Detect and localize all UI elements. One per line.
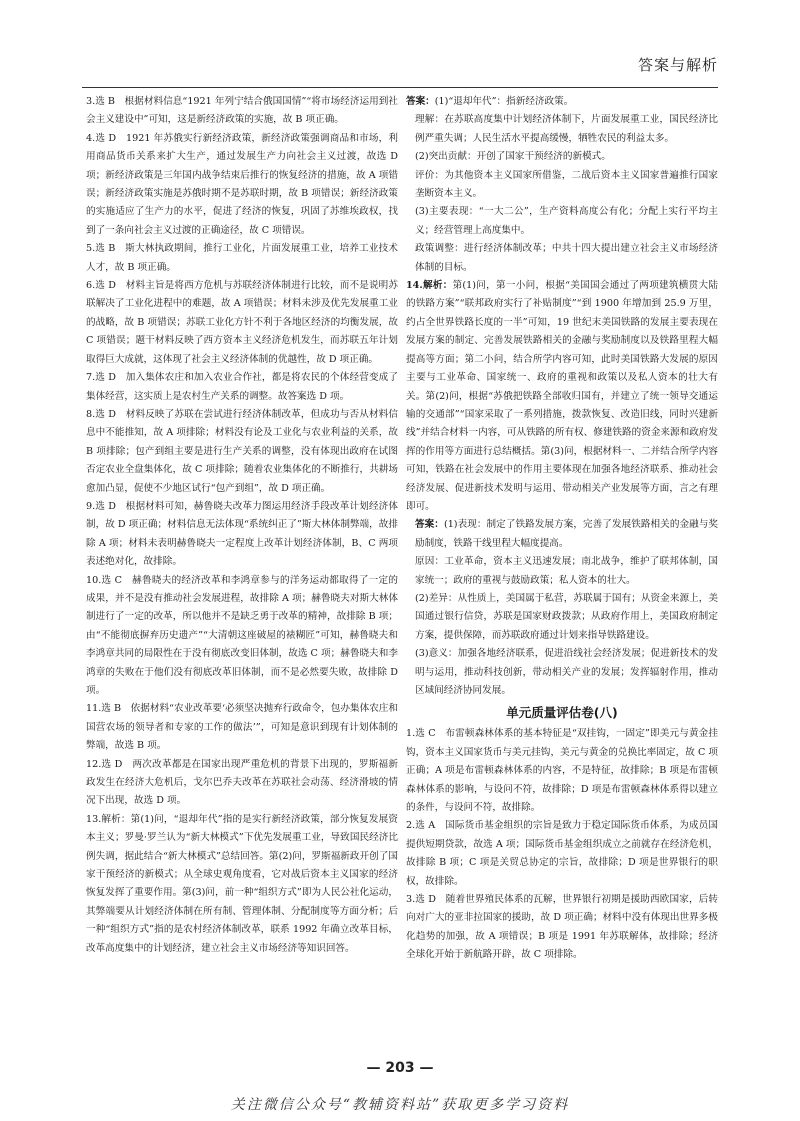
- answer-item: 1.选 C 布雷顿森林体系的基本特征是“双挂钩，一固定”即美元与黄金挂钩，资本主义国家货币与美元挂钩，美元与黄金的兑换比率固定，故 C 项正确；A 项是布雷顿森林体系的内容，不是特征，故排除；B 项是布雷顿森林体系的影响，与设问不符，故排除；D 项是布雷顿森林体系得以建立的条件，与设问不符，故排除。: [406, 728, 718, 814]
- answer-item: 8.选 D 材料反映了苏联在尝试进行经济体制改革，但成功与否从材料信息中不能推知，故 A 项排除；材料没有论及工业化与农业利益的关系，故 B 项排除；包产到组主要是进行生产关系的调整，没有体现出政府在试图否定农业全盘集体化，故 C 项排除；随着农业集体化的不断推行，共耕场愈加凸显，促使不少地区试行“包产到组”，故 D 项正确。: [86, 408, 398, 494]
- answer-sub: 原因：工业革命，资本主义迅速发展；南北战争，维护了联邦体制，国家统一；政府的重视与鼓励政策；私人资本的壮大。: [415, 556, 718, 586]
- answer-item: 7.选 D 加入集体农庄和加入农业合作社，都是将农民的个体经营变成了集体经营，这实质上是农村生产关系的调整。故答案选 D 项。: [86, 372, 398, 402]
- answer-item: 3.选 D 随着世界殖民体系的瓦解，世界银行初期是援助西欧国家，后转向对广大的亚非拉国家的援助，故 D 项正确；材料中没有体现出世界多极化趋势的加强，故 A 项错误；B 项是 1991 年苏联解体，故排除；经济全球化开始于新航路开辟，故 C 项排除。: [406, 894, 718, 961]
- answer-label: 答案：: [415, 519, 444, 531]
- answer-item: 13.解析：第(1)问，“退却年代”指的是实行新经济政策，部分恢复发展资本主义；罗曼·罗兰认为“新大林模式”下优先发展重工业，导致国民经济比例失调，据此结合“新大林模式”总结回答。第(2)问，罗斯福新政开创了国家干预经济的新模式；从全球史观角度看，它对战后资本主义国家的经济恢复发挥了重要作用。第(3)问，前一种“组织方式”即为人民公社化运动，其弊端要从计划经济体制在所有制、管理体制、分配制度等方面分析；后一种“组织方式”指的是农村经济体制改革，联系 1992 年确立改革目标，改革高度集中的计划经济，建立社会主义市场经济等知识回答。: [86, 813, 398, 954]
- analysis-label: 14.解析：: [406, 280, 453, 292]
- analysis-block: [406, 277, 718, 516]
- answer-label: 答案：: [406, 96, 435, 107]
- answer-item: 11.选 B 依据材料“农业改革要‘必须坚决抛弃行政命令，包办集体农庄和国营农场的领导者和专家的工作的做法’”，可知是意识到现有计划体制的弊端，故选 B 项。: [86, 703, 398, 752]
- answer-item: 10.选 C 赫鲁晓夫的经济改革和李鸿章参与的洋务运动都取得了一定的成果，并不是没有推动社会发展进程，故排除 A 项；赫鲁晓夫对斯大林体制进行了一定的改革，所以他并不是缺乏勇于改革的精神，故排除 B 项；由“不能彻底摒弃历史遗产”“大清朝这座破屋的裱糊匠”可知，赫鲁晓夫和李鸿章共同的局限性在于没有彻底改变旧体制，故选 C 项；赫鲁晓夫和李鸿章的失败在于他们没有彻底改革旧体制，而不是必然要失败，故排除 D 项。: [86, 574, 398, 696]
- page-header: [82, 46, 718, 88]
- answer-text: (1)表现：制定了铁路发展方案，完善了发展铁路相关的金融与奖励制度，铁路干线里程大幅度提高。: [415, 519, 719, 549]
- answer-sub: 评价：为其他资本主义国家所借鉴，二战后资本主义国家普遍推行国家垄断资本主义。: [415, 169, 718, 200]
- page-number: — 203 —: [366, 1060, 434, 1076]
- answer-text: (1)“退却年代”：指新经济政策。: [434, 96, 574, 107]
- left-column: [86, 93, 398, 958]
- header-title: 答案与解析: [637, 56, 718, 74]
- answer-block: [406, 516, 718, 553]
- answer-sub: 理解：在苏联高度集中计划经济体制下，片面发展重工业，国民经济比例严重失调；人民生活水平提高缓慢，牺牲农民的利益太多。: [415, 114, 718, 144]
- answer-sub: (3)主要表现：“一大二公”，生产资料高度公有化；分配上实行平均主义；经营管理上高度集中。: [415, 206, 718, 236]
- answer-sub: (3)意义：加强各地经济联系，促进沿线社会经济发展；促进新技术的发明与运用，推动科技创新，带动相关产业的发展；发挥辐射作用，推动区域间经济协同发展。: [415, 648, 718, 696]
- answer-item: 3.选 B 根据材料信息“1921 年列宁结合俄国国情”“将市场经济运用到社会主义建设中”可知，这是新经济政策的实施，故 B 项正确。: [86, 96, 398, 126]
- answer-item: 9.选 D 根据材料可知，赫鲁晓夫改革力图运用经济手段改革计划经济体制，故 D 项正确；材料信息无法体现“系统纠正了”斯大林体制弊端，故排除 A 项；材料未表明赫鲁晓夫一定程度上改革计划经济体制，B、C 两项表述绝对化，故排除。: [86, 500, 398, 568]
- answer-item: 12.选 D 两次改革都是在国家出现严重危机的背景下出现的，罗斯福新政发生在经济大危机后，戈尔巴乔夫改革在苏联社会动荡、经济滑坡的情况下出现，故选 D 项。: [86, 758, 398, 807]
- answer-item: 2.选 A 国际货币基金组织的宗旨是致力于稳定国际货币体系，为成员国提供短期贷款，故选 A 项；国际货币基金组织成立之前就存在经济危机，故排除 B 项；C 项是关贸总协定的宗旨，故排除；D 项是世界银行的职权，故排除。: [406, 820, 718, 887]
- answer-item: 6.选 D 材料主旨是将西方危机与苏联经济体制进行比较，而不是说明苏联解决了工业化进程中的难题，故 A 项错误；材料未涉及优先发展重工业的战略，故 B 项错误；苏联工业化方针不利于各地区经济的均衡发展，故 C 项错误；题干材料反映了西方资本主义经济危机发生，而苏联五年计划取得巨大成就，这体现了社会主义经济体制的优越性，故 D 项正确。: [86, 280, 398, 365]
- answer-block: [406, 93, 718, 111]
- right-column: [406, 93, 718, 965]
- answer-sub: (2)突出贡献：开创了国家干预经济的新模式。: [415, 151, 611, 163]
- answer-sub: (2)差异：从性质上，美国属于私营，苏联属于国有；从资金来源上，美国通过银行信贷，苏联是国家财政拨款；从政府作用上，美国政府制定方案，提供保障，而苏联政府通过计划来指导铁路建设。: [415, 592, 718, 641]
- answer-item: 4.选 D 1921 年苏俄实行新经济政策，新经济政策强调商品和市场，利用商品货币关系来扩大生产，通过发展生产力向社会主义过渡，故选 D 项；新经济政策是三年国内战争结束后推行的恢复经济的措施，故 A 项错误；新经济政策实施是苏俄时期不是苏联时期，故 B 项错误；新经济政策的实施适应了生产力的水平，促进了经济的恢复，巩固了苏维埃政权，找到了一条向社会主义过渡的正确途径，故 C 项错误。: [86, 132, 398, 236]
- footer-note: 关注微信公众号“教辅资料站”获取更多学习资料: [230, 1097, 570, 1113]
- answer-sub: 政策调整：进行经济体制改革；中共十四大提出建立社会主义市场经济体制的目标。: [415, 243, 718, 273]
- section-title: 单元质量评估卷(八): [506, 705, 618, 721]
- analysis-text: 第(1)问，第一小问，根据“美国国会通过了两项建筑横贯大陆的铁路方案”“联邦政府实行了补贴制度”“到 1900 年增加到 25.9 万里，约占全世界铁路长度的一半”可知，19 世纪末美国铁路的发展主要表现在发展方案的制定、完善发展铁路相关的金融与奖励制度以及铁路里程大幅提高等方面；第二小问，结合所学内容可知，此时美国铁路大发展的原因主要与工业革命、国家统一、政府的重视和政策以及私人资本的壮大有关。第(2)问，根据“苏俄把铁路全部收归国有，并建立了统一领导交通运输的交通部”“国家采取了一系列措施，拨款恢复、改造旧线，同时兴建新线”并结合材料一内容，可从铁路的所有权、修建铁路的资金来源和政府发挥的作用等方面进行总结概括。第(3)问，根据材料一、二并结合所学内容可知，铁路在社会发展中的作用主要体现在加强各地经济联系、推动社会经济发展、促进新技术发明与运用、带动相关产业发展等方面，言之有理即可。: [406, 280, 718, 512]
- answer-item: 5.选 B 斯大林执政期间，推行工业化，片面发展重工业，培养工业技术人才，故 B 项正确。: [86, 243, 398, 273]
